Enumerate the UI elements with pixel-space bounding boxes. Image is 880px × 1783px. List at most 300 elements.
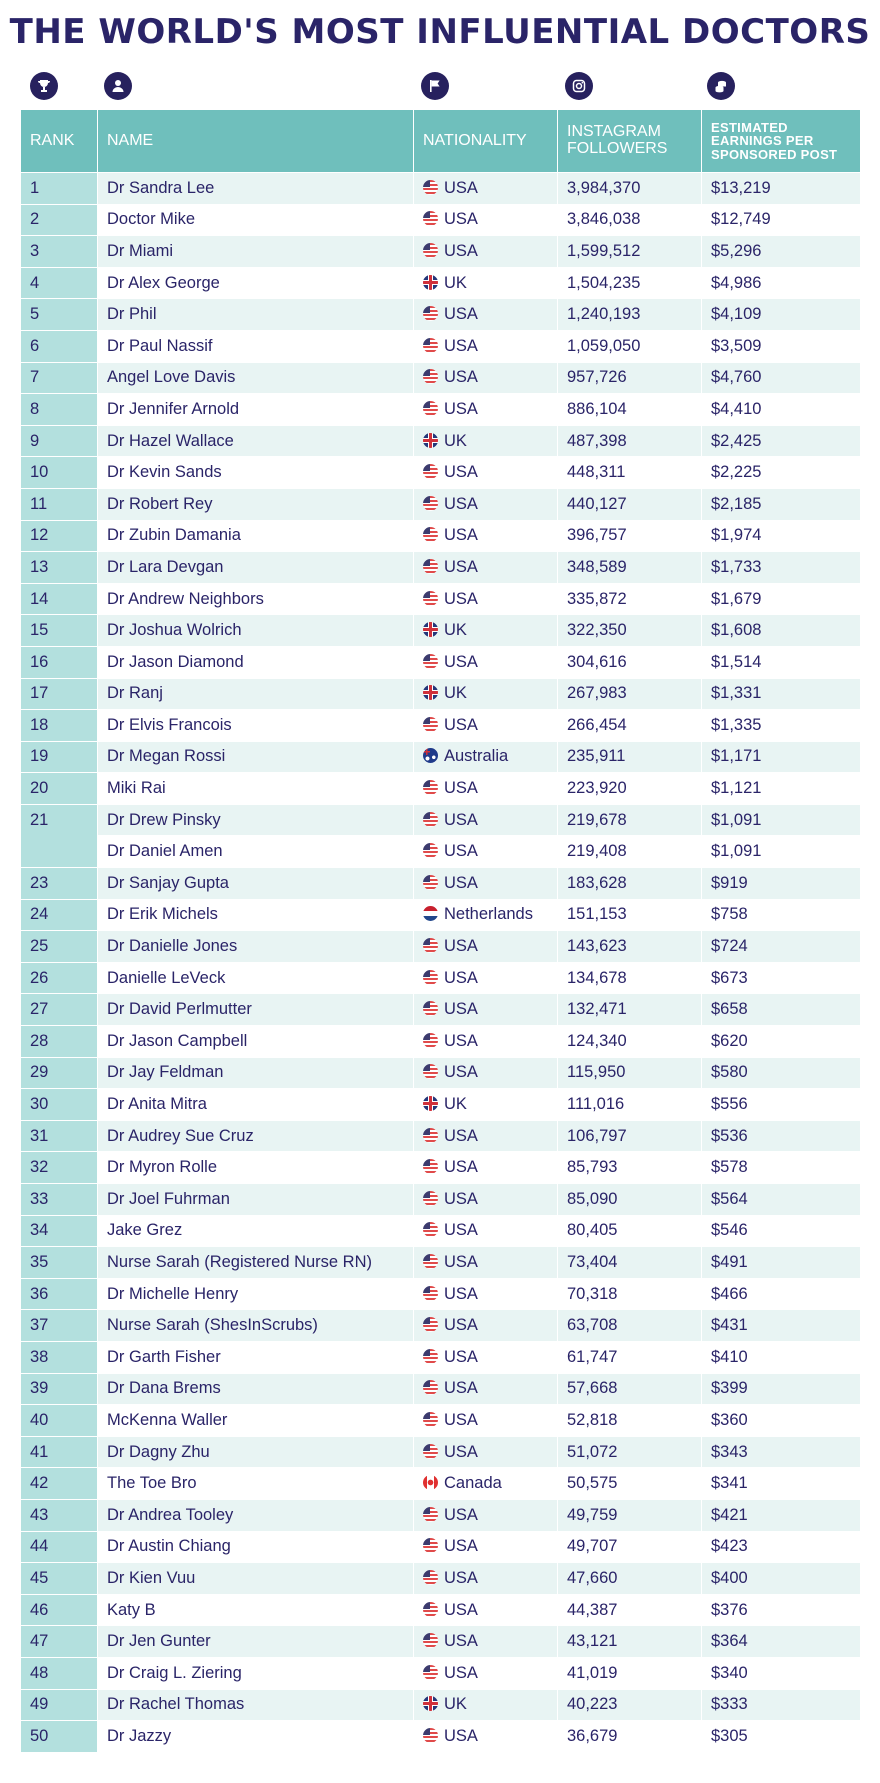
flag-usa-icon [423, 1380, 438, 1395]
flag-uk-icon [423, 1096, 438, 1111]
followers-cell: 61,747 [558, 1341, 702, 1373]
name-cell: Dr Craig L. Ziering [98, 1657, 414, 1689]
nationality-cell [414, 1184, 558, 1216]
nationality-label: USA [444, 968, 478, 987]
earnings-cell: $536 [702, 1120, 861, 1152]
nationality-cell [414, 1057, 558, 1089]
flag-usa-icon [423, 211, 438, 226]
flag-canada-icon [423, 1475, 438, 1490]
name-cell: Jake Grez [98, 1215, 414, 1247]
followers-cell: 1,240,193 [558, 299, 702, 331]
earnings-cell: $4,410 [702, 394, 861, 426]
name-cell: Dr Kevin Sands [98, 457, 414, 489]
flag-usa-icon [423, 464, 438, 479]
table-row [21, 1341, 861, 1373]
table-row [21, 1089, 861, 1121]
name-cell: Danielle LeVeck [98, 962, 414, 994]
nationality-label: USA [444, 494, 478, 513]
name-cell: Dr Audrey Sue Cruz [98, 1120, 414, 1152]
rank-cell: 18 [21, 710, 98, 742]
table-row [21, 1689, 861, 1721]
flag-usa-icon [423, 1001, 438, 1016]
followers-cell: 80,405 [558, 1215, 702, 1247]
earnings-cell: $423 [702, 1531, 861, 1563]
nationality-cell [414, 425, 558, 457]
flag-usa-icon [423, 369, 438, 384]
followers-cell: 73,404 [558, 1247, 702, 1279]
followers-cell: 43,121 [558, 1626, 702, 1658]
name-cell: Dr Myron Rolle [98, 1152, 414, 1184]
table-row [21, 457, 861, 489]
followers-cell: 70,318 [558, 1278, 702, 1310]
table-row [21, 1152, 861, 1184]
nationality-label: USA [444, 526, 478, 545]
name-cell: Dr Ranj [98, 678, 414, 710]
earnings-cell: $431 [702, 1310, 861, 1342]
rank-cell: 29 [21, 1057, 98, 1089]
rank-cell: 5 [21, 299, 98, 331]
nationality-label: USA [444, 810, 478, 829]
page-title: THE WORLD'S MOST INFLUENTIAL DOCTORS [9, 12, 871, 52]
followers-cell: 124,340 [558, 1026, 702, 1058]
earnings-cell: $364 [702, 1626, 861, 1658]
earnings-cell: $2,425 [702, 425, 861, 457]
nationality-label: USA [444, 652, 478, 671]
earnings-cell: $1,335 [702, 710, 861, 742]
flag-usa-icon [423, 306, 438, 321]
header-row [21, 110, 861, 173]
nationality-cell [414, 1026, 558, 1058]
nationality-cell [414, 1310, 558, 1342]
nationality-label: USA [444, 1031, 478, 1050]
trophy-icon [30, 72, 58, 100]
nationality-cell [414, 204, 558, 236]
nationality-label: USA [444, 241, 478, 260]
table-row [21, 1626, 861, 1658]
followers-cell: 1,504,235 [558, 267, 702, 299]
table-row [21, 1594, 861, 1626]
nationality-label: USA [444, 463, 478, 482]
nationality-cell [414, 994, 558, 1026]
followers-cell: 143,623 [558, 931, 702, 963]
nationality-label: USA [444, 178, 478, 197]
name-cell: Dr Joel Fuhrman [98, 1184, 414, 1216]
nationality-cell [414, 1468, 558, 1500]
nationality-label: UK [444, 1695, 467, 1714]
followers-cell: 85,090 [558, 1184, 702, 1216]
table-row [21, 1405, 861, 1437]
name-cell: Dr Jazzy [98, 1721, 414, 1753]
table-row [21, 1247, 861, 1279]
rank-cell: 32 [21, 1152, 98, 1184]
table-row [21, 362, 861, 394]
name-cell: Dr Joshua Wolrich [98, 615, 414, 647]
rank-cell: 14 [21, 583, 98, 615]
nationality-label: USA [444, 1189, 478, 1208]
flag-usa-icon [423, 338, 438, 353]
nationality-label: USA [444, 715, 478, 734]
flag-usa-icon [423, 1507, 438, 1522]
table-row [21, 1373, 861, 1405]
rank-cell: 12 [21, 520, 98, 552]
table-row [21, 1657, 861, 1689]
table-row [21, 1563, 861, 1595]
name-cell: Dr Hazel Wallace [98, 425, 414, 457]
header-nationality: NATIONALITY [414, 110, 558, 173]
earnings-cell: $4,986 [702, 267, 861, 299]
rank-cell: 38 [21, 1341, 98, 1373]
flag-usa-icon [423, 875, 438, 890]
followers-cell: 115,950 [558, 1057, 702, 1089]
name-cell: Dr Miami [98, 236, 414, 268]
earnings-cell: $376 [702, 1594, 861, 1626]
rank-cell: 10 [21, 457, 98, 489]
rank-cell: 41 [21, 1436, 98, 1468]
followers-cell: 335,872 [558, 583, 702, 615]
rank-cell: 31 [21, 1120, 98, 1152]
earnings-cell: $1,171 [702, 741, 861, 773]
followers-cell: 41,019 [558, 1657, 702, 1689]
followers-cell: 63,708 [558, 1310, 702, 1342]
followers-cell: 440,127 [558, 488, 702, 520]
rank-cell: 26 [21, 962, 98, 994]
followers-cell: 106,797 [558, 1120, 702, 1152]
earnings-cell: $4,109 [702, 299, 861, 331]
table-row [21, 552, 861, 584]
flag-usa-icon [423, 1064, 438, 1079]
nationality-label: USA [444, 1063, 478, 1082]
followers-cell: 50,575 [558, 1468, 702, 1500]
earnings-cell: $421 [702, 1499, 861, 1531]
nationality-cell [414, 1563, 558, 1595]
nationality-cell [414, 1689, 558, 1721]
flag-usa-icon [423, 180, 438, 195]
header-earnings: ESTIMATED EARNINGS PER SPONSORED POST [702, 110, 861, 173]
flag-usa-icon [423, 1665, 438, 1680]
name-cell: Dr Jennifer Arnold [98, 394, 414, 426]
nationality-cell [414, 1436, 558, 1468]
earnings-cell: $13,219 [702, 173, 861, 205]
flag-usa-icon [423, 1128, 438, 1143]
table-row [21, 1499, 861, 1531]
nationality-label: USA [444, 937, 478, 956]
flag-usa-icon [423, 1033, 438, 1048]
rank-cell: 2 [21, 204, 98, 236]
nationality-cell [414, 1626, 558, 1658]
earnings-cell: $1,121 [702, 773, 861, 805]
earnings-cell: $546 [702, 1215, 861, 1247]
flag-uk-icon [423, 275, 438, 290]
table-body [21, 173, 861, 1753]
name-cell: Dr Robert Rey [98, 488, 414, 520]
nationality-label: USA [444, 779, 478, 798]
nationality-cell [414, 330, 558, 362]
nationality-label: USA [444, 1252, 478, 1271]
followers-cell: 219,678 [558, 804, 702, 836]
nationality-label: USA [444, 1568, 478, 1587]
earnings-cell: $1,679 [702, 583, 861, 615]
rank-cell: 11 [21, 488, 98, 520]
followers-cell: 1,059,050 [558, 330, 702, 362]
flag-usa-icon [423, 938, 438, 953]
followers-cell: 132,471 [558, 994, 702, 1026]
name-cell: Dr Rachel Thomas [98, 1689, 414, 1721]
table-row [21, 931, 861, 963]
table-row [21, 868, 861, 900]
rank-cell: 6 [21, 330, 98, 362]
nationality-label: Canada [444, 1474, 502, 1493]
followers-cell: 267,983 [558, 678, 702, 710]
nationality-cell [414, 236, 558, 268]
nationality-cell [414, 678, 558, 710]
earnings-cell: $360 [702, 1405, 861, 1437]
earnings-cell: $1,733 [702, 552, 861, 584]
table-row [21, 646, 861, 678]
nationality-label: UK [444, 1095, 467, 1114]
rank-cell: 46 [21, 1594, 98, 1626]
earnings-cell: $1,091 [702, 804, 861, 836]
nationality-label: UK [444, 431, 467, 450]
earnings-cell: $620 [702, 1026, 861, 1058]
earnings-cell: $1,514 [702, 646, 861, 678]
rank-cell: 49 [21, 1689, 98, 1721]
nationality-label: USA [444, 1347, 478, 1366]
nationality-label: USA [444, 399, 478, 418]
name-cell: Dr Danielle Jones [98, 931, 414, 963]
nationality-cell [414, 836, 558, 868]
flag-usa-icon [423, 1159, 438, 1174]
nationality-cell [414, 520, 558, 552]
followers-cell: 85,793 [558, 1152, 702, 1184]
flag-australia-icon [423, 748, 438, 763]
name-cell: Katy B [98, 1594, 414, 1626]
nationality-label: USA [444, 1000, 478, 1019]
followers-cell: 134,678 [558, 962, 702, 994]
nationality-label: USA [444, 1726, 478, 1745]
flag-usa-icon [423, 527, 438, 542]
flag-usa-icon [423, 1254, 438, 1269]
earnings-cell: $758 [702, 899, 861, 931]
earnings-cell: $305 [702, 1721, 861, 1753]
table-row [21, 1026, 861, 1058]
nationality-label: USA [444, 1316, 478, 1335]
header-followers: INSTAGRAM FOLLOWERS [558, 110, 702, 173]
table-row [21, 236, 861, 268]
flag-uk-icon [423, 433, 438, 448]
name-cell: Dr Lara Devgan [98, 552, 414, 584]
followers-cell: 44,387 [558, 1594, 702, 1626]
nationality-cell [414, 299, 558, 331]
followers-cell: 957,726 [558, 362, 702, 394]
followers-cell: 47,660 [558, 1563, 702, 1595]
nationality-cell [414, 646, 558, 678]
name-cell: Doctor Mike [98, 204, 414, 236]
rank-cell: 44 [21, 1531, 98, 1563]
followers-cell: 111,016 [558, 1089, 702, 1121]
instagram-icon [565, 72, 593, 100]
nationality-cell [414, 1531, 558, 1563]
earnings-cell: $333 [702, 1689, 861, 1721]
nationality-label: USA [444, 873, 478, 892]
table-row [21, 962, 861, 994]
nationality-cell [414, 1278, 558, 1310]
nationality-label: USA [444, 368, 478, 387]
nationality-cell [414, 1405, 558, 1437]
followers-cell: 235,911 [558, 741, 702, 773]
nationality-label: USA [444, 305, 478, 324]
rank-cell: 43 [21, 1499, 98, 1531]
rank-cell: 30 [21, 1089, 98, 1121]
followers-cell: 886,104 [558, 394, 702, 426]
earnings-cell: $2,225 [702, 457, 861, 489]
earnings-cell: $12,749 [702, 204, 861, 236]
rank-cell: 40 [21, 1405, 98, 1437]
earnings-cell: $580 [702, 1057, 861, 1089]
nationality-cell [414, 362, 558, 394]
earnings-cell: $399 [702, 1373, 861, 1405]
table-row [21, 741, 861, 773]
rank-cell: 45 [21, 1563, 98, 1595]
followers-cell: 223,920 [558, 773, 702, 805]
table-row [21, 994, 861, 1026]
rank-cell: 9 [21, 425, 98, 457]
flag-usa-icon [423, 1444, 438, 1459]
earnings-cell: $343 [702, 1436, 861, 1468]
rank-cell: 7 [21, 362, 98, 394]
flag-usa-icon [423, 654, 438, 669]
table-row [21, 1120, 861, 1152]
flag-usa-icon [423, 1538, 438, 1553]
table-row [21, 394, 861, 426]
earnings-cell: $564 [702, 1184, 861, 1216]
earnings-cell: $491 [702, 1247, 861, 1279]
earnings-cell: $3,509 [702, 330, 861, 362]
followers-cell: 304,616 [558, 646, 702, 678]
flag-usa-icon [423, 1222, 438, 1237]
followers-cell: 40,223 [558, 1689, 702, 1721]
table-row [21, 615, 861, 647]
followers-cell: 266,454 [558, 710, 702, 742]
rank-cell: 48 [21, 1657, 98, 1689]
nationality-cell [414, 267, 558, 299]
nationality-cell [414, 1657, 558, 1689]
nationality-cell [414, 931, 558, 963]
earnings-cell: $466 [702, 1278, 861, 1310]
rank-cell: 8 [21, 394, 98, 426]
earnings-cell: $2,185 [702, 488, 861, 520]
table-row [21, 678, 861, 710]
rank-cell: 16 [21, 646, 98, 678]
earnings-cell: $341 [702, 1468, 861, 1500]
name-cell: Dr Garth Fisher [98, 1341, 414, 1373]
table-row [21, 836, 861, 868]
nationality-label: USA [444, 1600, 478, 1619]
nationality-cell [414, 1152, 558, 1184]
nationality-cell [414, 394, 558, 426]
flag-usa-icon [423, 812, 438, 827]
rank-cell: 19 [21, 741, 98, 773]
name-cell: Dr Jen Gunter [98, 1626, 414, 1658]
flag-usa-icon [423, 1602, 438, 1617]
flag-usa-icon [423, 1317, 438, 1332]
nationality-label: USA [444, 210, 478, 229]
rank-cell: 15 [21, 615, 98, 647]
followers-cell: 57,668 [558, 1373, 702, 1405]
nationality-label: UK [444, 273, 467, 292]
flag-usa-icon [423, 591, 438, 606]
rank-cell: 24 [21, 899, 98, 931]
followers-cell: 49,759 [558, 1499, 702, 1531]
rank-cell: 4 [21, 267, 98, 299]
rank-cell: 3 [21, 236, 98, 268]
followers-cell: 36,679 [558, 1721, 702, 1753]
table-row [21, 899, 861, 931]
table-row [21, 1310, 861, 1342]
nationality-cell [414, 1594, 558, 1626]
name-cell: Dr Phil [98, 299, 414, 331]
table-row [21, 804, 861, 836]
rank-cell: 39 [21, 1373, 98, 1405]
nationality-cell [414, 583, 558, 615]
name-cell: Dr Erik Michels [98, 899, 414, 931]
nationality-cell [414, 1721, 558, 1753]
nationality-cell [414, 1373, 558, 1405]
nationality-cell [414, 868, 558, 900]
earnings-cell: $5,296 [702, 236, 861, 268]
header-rank: RANK [21, 110, 98, 173]
table-row [21, 488, 861, 520]
flag-icon [421, 72, 449, 100]
flag-usa-icon [423, 1286, 438, 1301]
name-cell: Dr Sandra Lee [98, 173, 414, 205]
table-row [21, 299, 861, 331]
nationality-cell [414, 1215, 558, 1247]
flag-usa-icon [423, 1412, 438, 1427]
nationality-label: USA [444, 1632, 478, 1651]
name-cell: Dr Daniel Amen [98, 836, 414, 868]
nationality-cell [414, 1247, 558, 1279]
rank-cell: 35 [21, 1247, 98, 1279]
nationality-cell [414, 962, 558, 994]
followers-cell: 51,072 [558, 1436, 702, 1468]
name-cell: Miki Rai [98, 773, 414, 805]
nationality-cell [414, 457, 558, 489]
rank-cell: 47 [21, 1626, 98, 1658]
flag-usa-icon [423, 496, 438, 511]
coins-icon [707, 72, 735, 100]
nationality-cell [414, 773, 558, 805]
person-icon [104, 72, 132, 100]
name-cell: Dr Kien Vuu [98, 1563, 414, 1595]
name-cell: Dr Jason Diamond [98, 646, 414, 678]
name-cell: Dr Drew Pinsky [98, 804, 414, 836]
table-row [21, 425, 861, 457]
rank-cell: 23 [21, 868, 98, 900]
name-cell: Dr Jason Campbell [98, 1026, 414, 1058]
name-cell: Dr David Perlmutter [98, 994, 414, 1026]
followers-cell: 448,311 [558, 457, 702, 489]
followers-cell: 396,757 [558, 520, 702, 552]
earnings-cell: $724 [702, 931, 861, 963]
nationality-label: Netherlands [444, 905, 533, 924]
table-row [21, 204, 861, 236]
nationality-label: USA [444, 336, 478, 355]
flag-usa-icon [423, 559, 438, 574]
followers-cell: 322,350 [558, 615, 702, 647]
rank-cell: 20 [21, 773, 98, 805]
name-cell: Dr Dana Brems [98, 1373, 414, 1405]
earnings-cell: $556 [702, 1089, 861, 1121]
